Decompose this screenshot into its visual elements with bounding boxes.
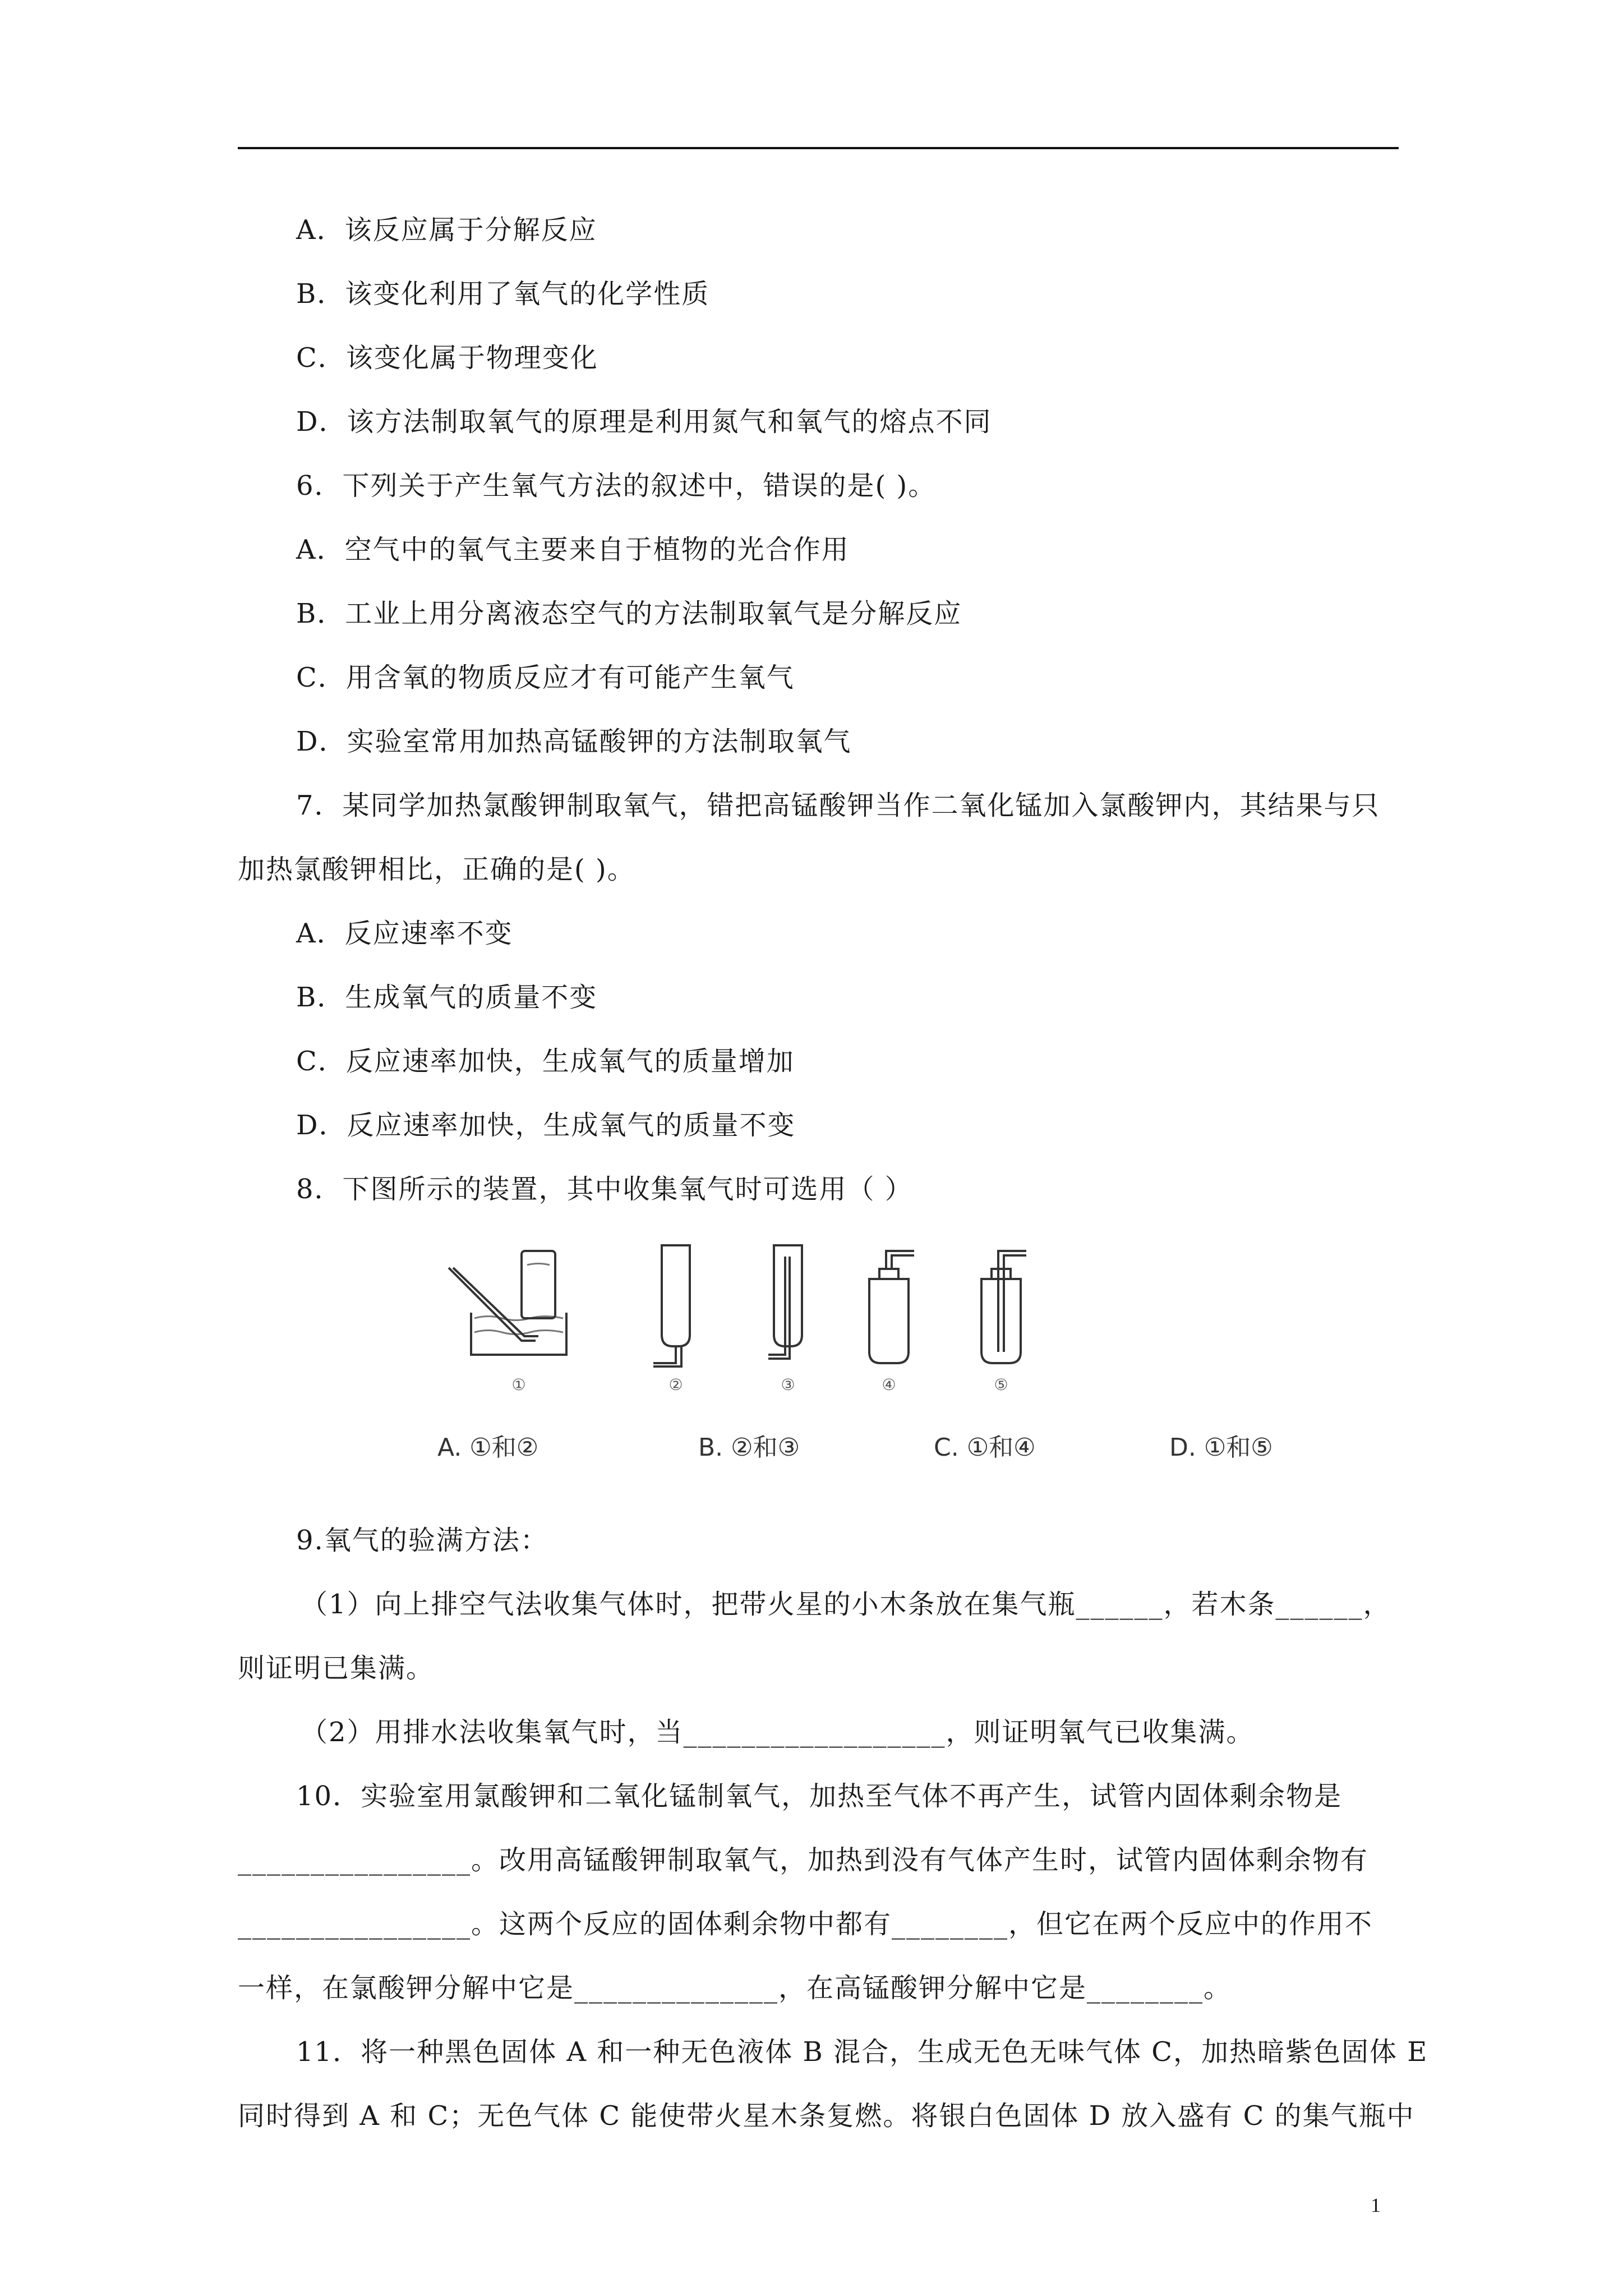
q6-option-c: C．用含氧的物质反应才有可能产生氧气 xyxy=(296,662,795,693)
q9-part-1-cont: 则证明已集满。 xyxy=(238,1653,435,1684)
q5-option-a: A．该反应属于分解反应 xyxy=(296,214,597,246)
apparatus-2 xyxy=(653,1245,690,1366)
q6-option-b: B．工业上用分离液态空气的方法制取氧气是分解反应 xyxy=(296,598,962,629)
question-10-cont-1: ________________。改用高锰酸钾制取氧气，加热到没有气体产生时，试管内固体剩余物有 xyxy=(238,1844,1369,1876)
question-10-cont-3: 一样，在氯酸钾分解中它是______________，在高锰酸钾分解中它是________。 xyxy=(238,1972,1232,2004)
question-7: 7．某同学加热氯酸钾制取氧气，错把高锰酸钾当作二氧化锰加入氯酸钾内，其结果与只 xyxy=(296,790,1380,821)
question-11-cont: 同时得到 A 和 C；无色气体 C 能使带火星木条复燃。将银白色固体 D 放入盛有 C 的集气瓶中 xyxy=(238,2100,1415,2132)
q6-option-a: A．空气中的氧气主要来自于植物的光合作用 xyxy=(296,534,850,565)
question-7-cont: 加热氯酸钾相比，正确的是( )。 xyxy=(238,854,635,885)
choice-c: C. ①和④ xyxy=(934,1433,1036,1462)
apparatus-label-3: ③ xyxy=(781,1375,795,1394)
apparatus-label-4: ④ xyxy=(882,1375,896,1394)
header-rule xyxy=(238,147,1399,149)
q7-option-d: D．反应速率加快，生成氧气的质量不变 xyxy=(296,1110,796,1141)
question-8: 8．下图所示的装置，其中收集氧气时可选用（ ） xyxy=(296,1174,913,1205)
question-11: 11．将一种黑色固体 A 和一种无色液体 B 混合，生成无色无味气体 C，加热暗紫色固体 E xyxy=(296,2036,1428,2068)
q5-option-b: B．该变化利用了氧气的化学性质 xyxy=(296,278,710,310)
apparatus-1 xyxy=(449,1251,566,1355)
q9-part-1: （1）向上排空气法收集气体时，把带火星的小木条放在集气瓶______，若木条______， xyxy=(301,1589,1391,1620)
question-10-cont-2: ________________。这两个反应的固体剩余物中都有________，但它在两个反应中的作用不 xyxy=(238,1908,1373,1940)
q7-option-a: A．反应速率不变 xyxy=(296,918,513,949)
apparatus-5 xyxy=(981,1251,1026,1363)
q5-option-c: C．该变化属于物理变化 xyxy=(296,342,598,374)
q7-option-b: B．生成氧气的质量不变 xyxy=(296,982,598,1013)
question-6: 6．下列关于产生氧气方法的叙述中，错误的是( )。 xyxy=(296,470,937,501)
q5-option-d: D．该方法制取氧气的原理是利用氮气和氧气的熔点不同 xyxy=(296,406,992,438)
q9-part-2: （2）用排水法收集氧气时，当__________________，则证明氧气已收集满。 xyxy=(301,1717,1255,1748)
apparatus-label-1: ① xyxy=(511,1375,526,1394)
choice-b: B. ②和③ xyxy=(698,1433,800,1462)
q7-option-c: C．反应速率加快，生成氧气的质量增加 xyxy=(296,1046,795,1077)
q6-option-d: D．实验室常用加热高锰酸钾的方法制取氧气 xyxy=(296,726,852,757)
apparatus-3 xyxy=(768,1245,802,1359)
apparatus-label-5: ⑤ xyxy=(994,1375,1008,1394)
question-10: 10．实验室用氯酸钾和二氧化锰制氧气，加热至气体不再产生，试管内固体剩余物是 xyxy=(296,1780,1343,1812)
page-number: 1 xyxy=(1371,2194,1381,2216)
apparatus-label-2: ② xyxy=(668,1375,683,1394)
apparatus-4 xyxy=(869,1251,914,1363)
choice-a: A. ①和② xyxy=(437,1433,539,1462)
question-9: 9.氧气的验满方法： xyxy=(296,1525,548,1556)
apparatus-figure xyxy=(426,1234,1301,1492)
choice-d: D. ①和⑤ xyxy=(1169,1433,1273,1462)
